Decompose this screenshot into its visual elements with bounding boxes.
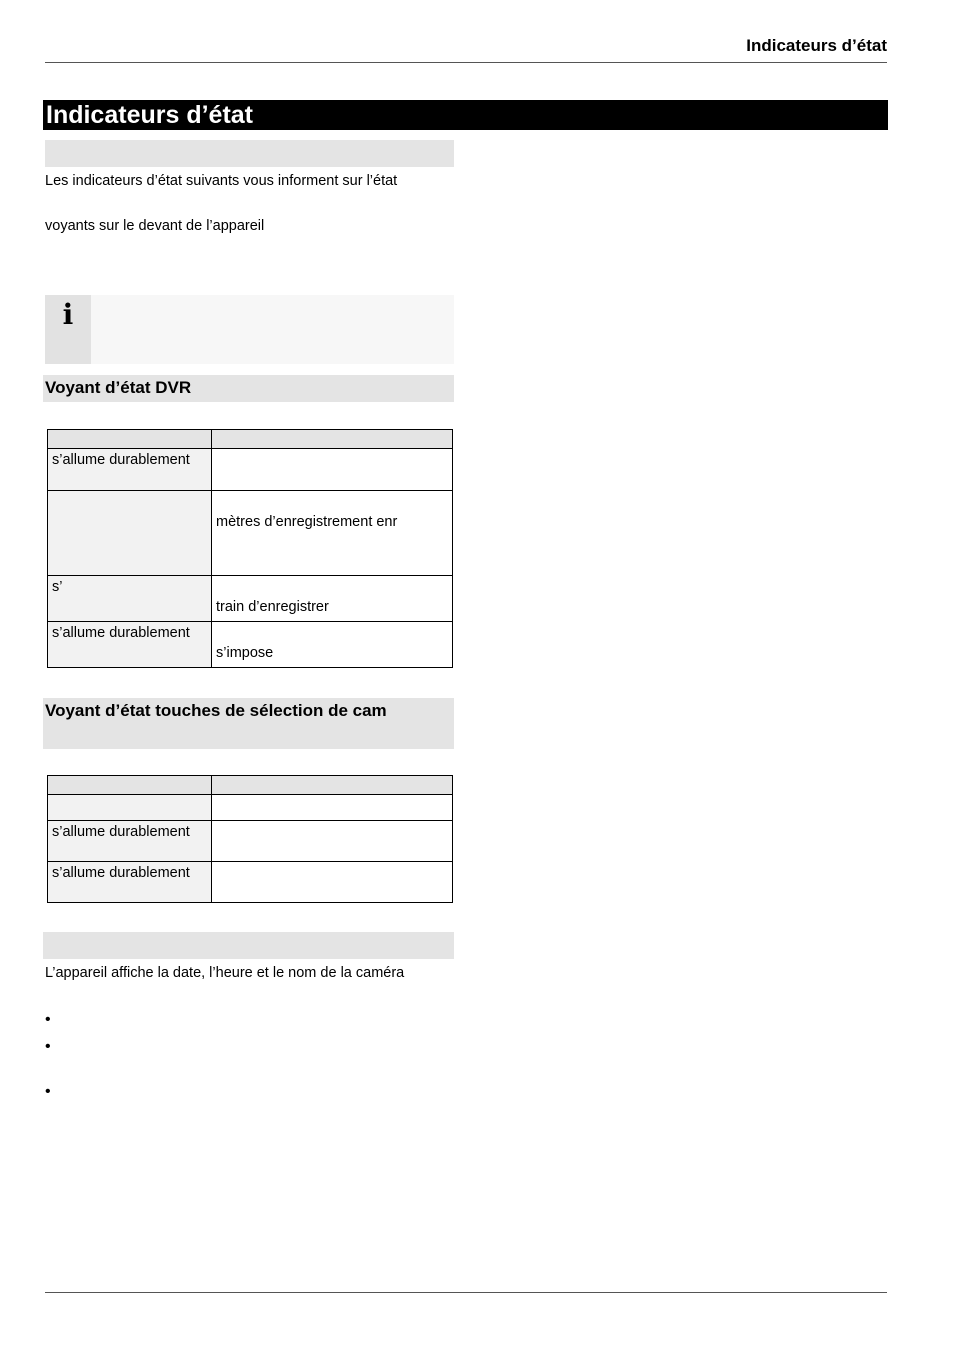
- header-rule: [45, 62, 887, 63]
- table-header-row: [48, 776, 453, 795]
- chapter-title-bar: [43, 100, 888, 130]
- table-cell: s’allume durablement: [48, 622, 212, 668]
- bullet-marker: •: [45, 1011, 51, 1028]
- display-section-band: [43, 932, 454, 959]
- table-cell: [212, 862, 453, 903]
- table-row: [48, 795, 453, 821]
- chapter-title: Indicateurs d’état: [46, 101, 253, 129]
- table-cell: [48, 795, 212, 821]
- cam-section-band: [43, 698, 454, 749]
- table-cell: s’: [48, 576, 212, 622]
- table-cell: mètres d’enregistrement enr: [212, 491, 453, 576]
- table-cell: s’allume durablement: [48, 862, 212, 903]
- intro-section-band: [45, 140, 454, 167]
- table-cell: s’impose: [212, 622, 453, 668]
- table-row: [48, 491, 453, 576]
- table-cell: s’allume durablement: [48, 821, 212, 862]
- note-box: [45, 295, 454, 364]
- table-row: [48, 576, 453, 622]
- footer-rule: [45, 1292, 887, 1293]
- intro-line-1: Les indicateurs d’état suivants vous informent sur l’état: [45, 173, 398, 189]
- cam-section-title: Voyant d’état touches de sélection de cam: [45, 701, 387, 720]
- dvr-section-band: [43, 375, 454, 402]
- note-icon-cell: [45, 295, 91, 364]
- table-cell: s’allume durablement: [48, 449, 212, 491]
- table-cell: [48, 491, 212, 576]
- table-cell: [212, 449, 453, 491]
- cam-status-table: [47, 775, 453, 903]
- bullet-marker: •: [45, 1083, 51, 1100]
- dvr-section-title: Voyant d’état DVR: [45, 378, 192, 397]
- table-row: [48, 622, 453, 668]
- table-cell: train d’enregistrer: [212, 576, 453, 622]
- display-text: L’appareil affiche la date, l’heure et le nom de la caméra: [45, 965, 405, 981]
- dvr-status-table: [47, 429, 453, 668]
- info-icon: i: [62, 298, 74, 331]
- table-row: [48, 862, 453, 903]
- table-row: [48, 449, 453, 491]
- bullet-marker: •: [45, 1038, 51, 1055]
- table-cell: [212, 795, 453, 821]
- table-cell: [212, 821, 453, 862]
- table-header-row: [48, 430, 453, 449]
- intro-line-2: voyants sur le devant de l’appareil: [45, 218, 265, 234]
- table-row: [48, 821, 453, 862]
- running-header-title: Indicateurs d’état: [746, 36, 887, 55]
